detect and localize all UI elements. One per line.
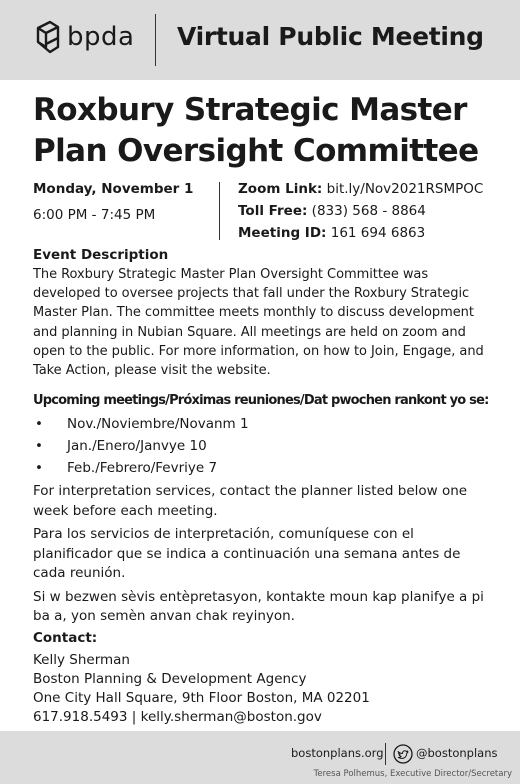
header-divider bbox=[155, 14, 156, 66]
logo-text: bpda bbox=[67, 22, 135, 52]
meeting-date-item: Feb./Febrero/Fevriye 7 bbox=[67, 460, 218, 476]
page-title bbox=[33, 90, 503, 172]
meeting-list bbox=[33, 413, 493, 479]
zoom-link-label: Zoom Link: bbox=[238, 181, 323, 197]
contact-address: One City Hall Square, 9th Floor Boston, MA 02201 bbox=[33, 690, 370, 706]
list-item bbox=[33, 413, 493, 435]
meeting-date-item: Nov./Noviembre/Novanm 1 bbox=[67, 416, 249, 432]
zoom-link[interactable]: bit.ly/Nov2021RSMPOC bbox=[326, 181, 484, 197]
interpretation-english: For interpretation services, contact the planner listed below one week before each meeting. bbox=[33, 483, 468, 519]
upcoming-meetings bbox=[33, 391, 493, 479]
meeting-date-item: Jan./Enero/Janvye 10 bbox=[67, 438, 207, 454]
footer-banner bbox=[0, 731, 520, 784]
footer-divider bbox=[385, 743, 386, 765]
bpda-logo-icon bbox=[32, 18, 62, 58]
interpretation-services bbox=[33, 482, 493, 631]
contact-agency: Boston Planning & Development Agency bbox=[33, 671, 307, 687]
meeting-datetime bbox=[33, 180, 213, 224]
toll-free-number: (833) 568 - 8864 bbox=[311, 203, 426, 219]
event-description-text: The Roxbury Strategic Master Plan Oversight Committee was developed to oversee projects that fall under the Roxbury Strategic Master Plan. The committee meets monthly to discuss development and planning in Nubian Square. All meetings are held on zoom and open to the public. For more information, on how to Join, Engage, and Take Action, please visit the website. bbox=[33, 267, 484, 379]
list-item bbox=[33, 457, 493, 479]
interpretation-spanish: Para los servicios de interpretación, comuníquese con el planificador que se indica a continuación una semana antes de cada reunión. bbox=[33, 526, 461, 581]
toll-free-row bbox=[238, 200, 508, 222]
header-banner bbox=[0, 0, 520, 80]
upcoming-meetings-heading: Upcoming meetings/Próximas reuniones/Dat pwochen rankont yo se: bbox=[33, 393, 489, 408]
footer-social-handle[interactable]: @bostonplans bbox=[416, 746, 498, 760]
bullet: • bbox=[35, 438, 43, 454]
meeting-access-info bbox=[238, 178, 508, 244]
list-item bbox=[33, 435, 493, 457]
contact-name: Kelly Sherman bbox=[33, 652, 130, 668]
contact-heading: Contact: bbox=[33, 630, 98, 646]
bullet: • bbox=[35, 416, 43, 432]
toll-free-label: Toll Free: bbox=[238, 203, 308, 219]
meeting-id-label: Meeting ID: bbox=[238, 225, 327, 241]
page-title-line-2: Plan Oversight Committee bbox=[33, 133, 479, 169]
meeting-id-value: 161 694 6863 bbox=[330, 225, 426, 241]
twitter-icon[interactable] bbox=[393, 744, 413, 764]
contact-phone-email[interactable]: 617.918.5493 | kelly.sherman@boston.gov bbox=[33, 709, 322, 725]
zoom-link-row bbox=[238, 178, 508, 200]
bullet: • bbox=[35, 460, 43, 476]
footer-website-link[interactable]: bostonplans.org bbox=[291, 746, 384, 760]
page-title-line-1: Roxbury Strategic Master bbox=[33, 92, 467, 128]
header-title: Virtual Public Meeting bbox=[177, 22, 484, 51]
event-description-heading: Event Description bbox=[33, 247, 169, 263]
footer-credit: Teresa Polhemus, Executive Director/Secretary bbox=[313, 769, 512, 779]
meeting-date: Monday, November 1 bbox=[33, 181, 194, 197]
event-description bbox=[33, 246, 493, 380]
contact-section bbox=[33, 629, 493, 727]
meeting-id-row bbox=[238, 222, 508, 244]
interpretation-haitian: Si w bezwen sèvis entèpretasyon, kontakte moun kap planifye a pi ba a, yon semèn anvan chak reyinyon. bbox=[33, 588, 484, 624]
info-divider bbox=[219, 182, 220, 240]
meeting-time: 6:00 PM - 7:45 PM bbox=[33, 207, 156, 223]
